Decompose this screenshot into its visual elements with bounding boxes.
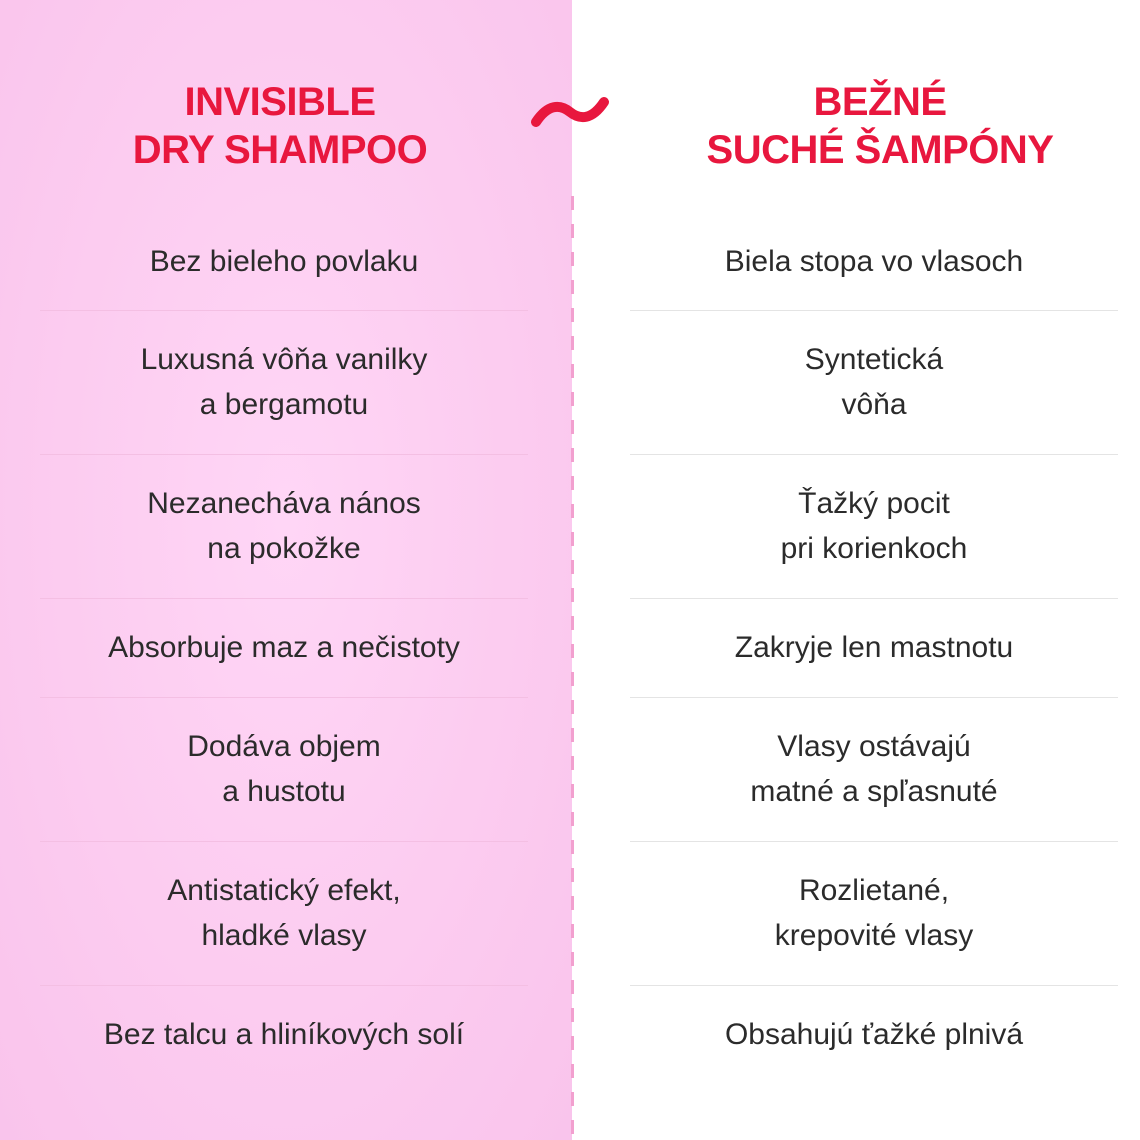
right-cell — [630, 697, 1118, 841]
right-cell-line: Biela stopa vo vlasoch — [724, 244, 1024, 278]
right-cell-line: Rozlietané, — [798, 874, 950, 907]
left-cell — [40, 310, 528, 454]
left-cell-line: hladké vlasy — [201, 919, 367, 952]
right-title-line: BEŽNÉ — [813, 80, 947, 124]
right-cell — [630, 310, 1118, 454]
right-column-title — [630, 78, 1130, 174]
right-title-line: SUCHÉ ŠAMPÓNY — [706, 128, 1054, 172]
left-title-line: DRY SHAMPOO — [132, 128, 428, 172]
left-cell-line: Luxusná vôňa vanilky — [140, 343, 428, 376]
left-cell-line: Bez bieleho povlaku — [149, 244, 419, 278]
right-cell-line: krepovité vlasy — [774, 919, 974, 952]
left-cell — [40, 841, 528, 985]
left-cell — [40, 598, 528, 697]
left-cell — [40, 985, 528, 1083]
right-cell-line: Syntetická — [804, 343, 944, 376]
tilde-wave-icon — [530, 92, 610, 132]
right-cell-line: Ťažký pocit — [798, 487, 950, 520]
right-cell — [630, 212, 1118, 310]
right-cell — [630, 841, 1118, 985]
left-cell — [40, 697, 528, 841]
left-cell-line: Dodáva objem — [187, 730, 381, 763]
right-cell-line: Obsahujú ťažké plnivá — [724, 1017, 1024, 1051]
left-title-line: INVISIBLE — [184, 80, 376, 124]
left-cell-line: Nezanecháva nános — [147, 487, 421, 520]
left-cell — [40, 212, 528, 310]
column-divider — [571, 196, 574, 1140]
right-cell — [630, 985, 1118, 1083]
right-cell-line: Vlasy ostávajú — [777, 730, 971, 763]
right-cell-line: Zakryje len mastnotu — [734, 631, 1014, 664]
left-column-title — [30, 78, 530, 174]
left-cell-line: Absorbuje maz a nečistoty — [108, 631, 460, 664]
left-cell-line: a bergamotu — [199, 388, 369, 421]
right-cell — [630, 454, 1118, 598]
right-cell-line: vôňa — [841, 388, 907, 421]
left-cell-line: a hustotu — [222, 775, 346, 808]
right-cell-line: matné a spľasnuté — [750, 775, 998, 808]
left-cell-line: Bez talcu a hliníkových solí — [103, 1017, 465, 1051]
right-cell — [630, 598, 1118, 697]
left-cell-line: na pokožke — [207, 532, 361, 565]
right-cell-line: pri korienkoch — [780, 532, 968, 565]
left-cell — [40, 454, 528, 598]
left-cell-line: Antistatický efekt, — [167, 874, 401, 907]
